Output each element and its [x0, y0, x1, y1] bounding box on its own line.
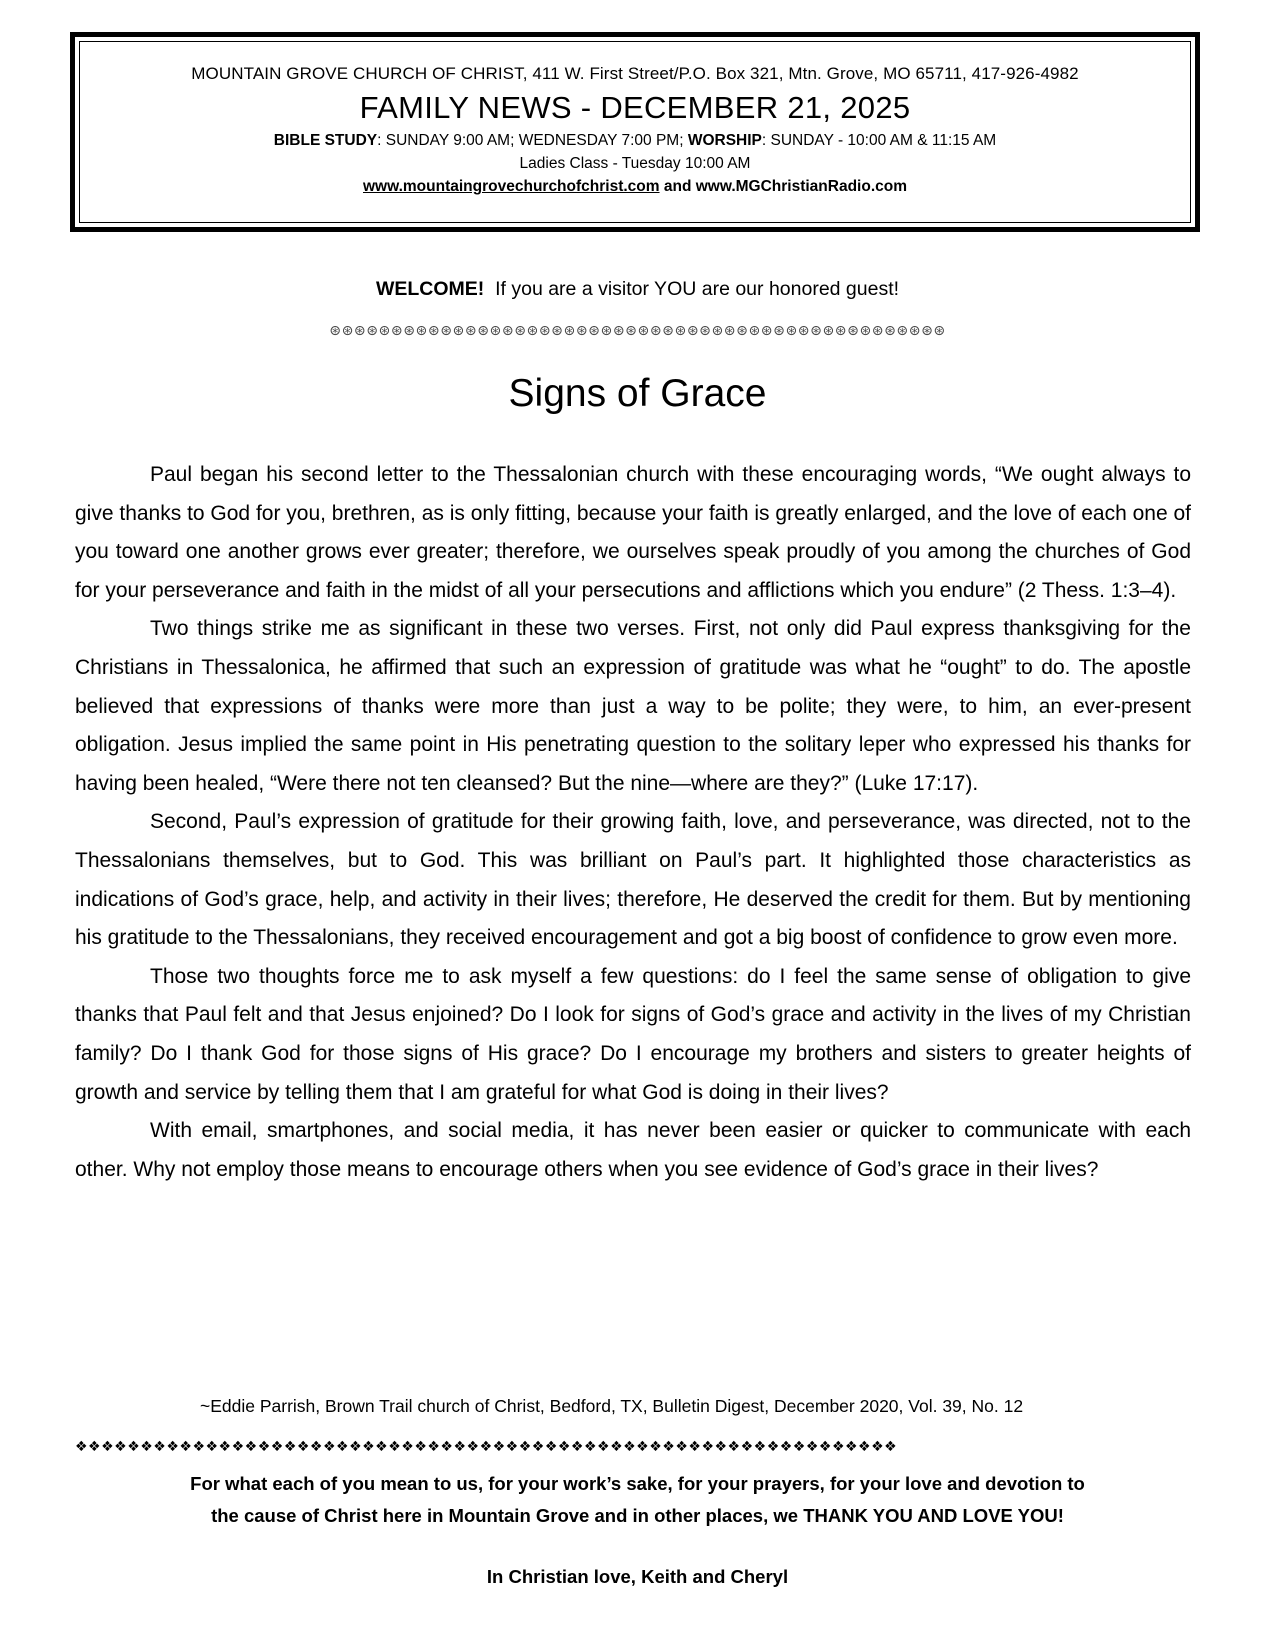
closing-line-1: For what each of you mean to us, for your work’s sake, for your prayers, for your love and devotion to: [190, 1473, 1085, 1494]
church-address: MOUNTAIN GROVE CHURCH OF CHRIST, 411 W. First Street/P.O. Box 321, Mtn. Grove, MO 65711, 417-926-4982: [191, 64, 1079, 83]
welcome-text: If you are a visitor YOU are our honored guest!: [484, 278, 900, 300]
link-joiner: and: [659, 178, 696, 195]
radio-website-link[interactable]: www.MGChristianRadio.com: [695, 178, 907, 195]
closing-message: [0, 1468, 1275, 1532]
article-paragraph: With email, smartphones, and social media, it has never been easier or quicker to communicate with each other. Why not employ those means to encourage others when you see evidence of God’s grace in their lives?: [75, 1119, 1191, 1181]
closing-emphasis: THANK YOU AND LOVE YOU!: [803, 1505, 1064, 1526]
article-body: [75, 456, 1191, 1189]
masthead-box: [70, 32, 1200, 232]
article-paragraph: Two things strike me as significant in these two verses. First, not only did Paul express thanksgiving for the Christians in Thessalonica, he affirmed that such an expression of gratitude was what he “ought” to do. The apostle believed that expressions of thanks were more than just a way to be polite; they were, to him, an ever-present obligation. Jesus implied the same point in His penetrating question to the solitary leper who expressed his thanks for having been healed, “Were there not ten cleansed? But the nine—where are they?” (Luke 17:17).: [75, 617, 1191, 795]
bible-study-times: : SUNDAY 9:00 AM; WEDNESDAY 7:00 PM;: [377, 132, 688, 149]
bible-study-label: BIBLE STUDY: [273, 132, 378, 149]
article-title: Signs of Grace: [508, 372, 767, 415]
article-attribution: ~Eddie Parrish, Brown Trail church of Christ, Bedford, TX, Bulletin Digest, December 2020, Vol. 39, No. 12: [200, 1396, 1024, 1416]
ladies-class: Ladies Class - Tuesday 10:00 AM: [519, 155, 751, 172]
closing-line-2-text: the cause of Christ here in Mountain Grove and in other places, we: [211, 1505, 804, 1526]
article-paragraph: Paul began his second letter to the Thessalonian church with these encouraging words, “We ought always to give thanks to God for you, brethren, as is only fitting, because your faith is greatly enlarged, and the love of each one of you toward one another grows ever greater; therefore, we ourselves speak proudly of you among the churches of God for your perseverance and faith in the midst of all your persecutions and afflictions which you endure” (2 Thess. 1:3–4).: [75, 463, 1192, 602]
service-times: [80, 132, 1190, 150]
church-website-link[interactable]: www.mountaingrovechurchofchrist.com: [363, 178, 660, 195]
article-paragraph: Second, Paul’s expression of gratitude for their growing faith, love, and perseverance, was directed, not to the Thessalonians themselves, but to God. This was brilliant on Paul’s part. It highlighted those characteristics as indications of God’s grace, help, and activity in their lives; therefore, He deserved the credit for them. But by mentioning his gratitude to the Thessalonians, they received encouragement and got a big boost of confidence to grow even more.: [75, 810, 1191, 950]
article-paragraph: Those two thoughts force me to ask myself a few questions: do I feel the same sense of obligation to give thanks that Paul felt and that Jesus enjoined? Do I look for signs of God’s grace and activity in the lives of my Christian family? Do I thank God for those signs of His grace? Do I encourage my brothers and sisters to greater heights of growth and service by telling them that I am grateful for what God is doing in their lives?: [75, 964, 1191, 1104]
bulletin-title: FAMILY NEWS - DECEMBER 21, 2025: [359, 90, 911, 125]
worship-times: : SUNDAY - 10:00 AM & 11:15 AM: [761, 132, 997, 149]
closing-line-2: [0, 1500, 1275, 1532]
worship-label: WORSHIP: [687, 132, 762, 149]
website-links: [80, 178, 1190, 196]
ornament-divider-bottom: ❖❖❖❖❖❖❖❖❖❖❖❖❖❖❖❖❖❖❖❖❖❖❖❖❖❖❖❖❖❖❖❖❖❖❖❖❖❖❖❖❖❖❖❖❖❖❖❖❖❖❖❖❖❖❖❖❖❖❖❖❖❖❖: [75, 1438, 898, 1454]
ornament-divider-top: ⊛⊛⊛⊛⊛⊛⊛⊛⊛⊛⊛⊛⊛⊛⊛⊛⊛⊛⊛⊛⊛⊛⊛⊛⊛⊛⊛⊛⊛⊛⊛⊛⊛⊛⊛⊛⊛⊛⊛⊛⊛⊛⊛⊛⊛⊛⊛⊛⊛⊛: [329, 322, 946, 338]
welcome-label: WELCOME!: [375, 278, 485, 300]
masthead-inner-border: [79, 41, 1191, 223]
signature: In Christian love, Keith and Cheryl: [486, 1566, 789, 1587]
welcome-line: [0, 278, 1275, 301]
